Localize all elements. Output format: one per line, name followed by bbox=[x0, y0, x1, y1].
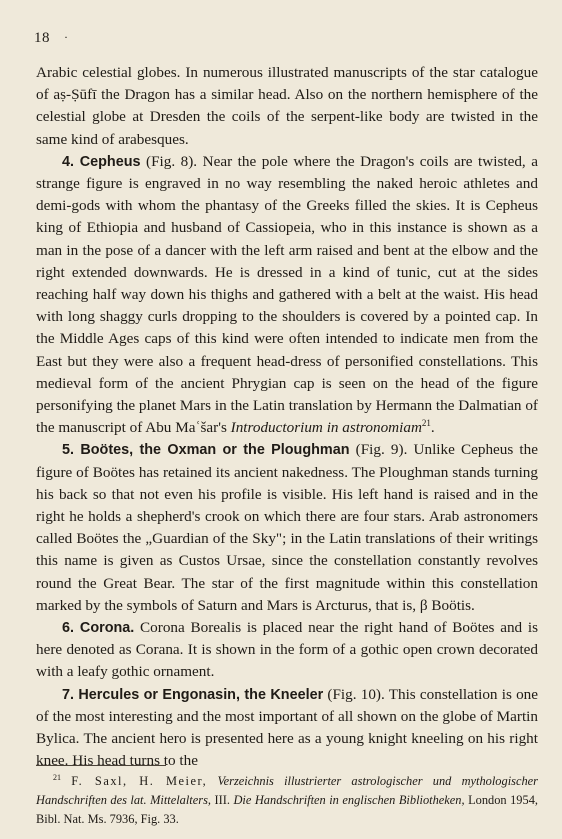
footnote-ref-21: 21 bbox=[421, 418, 431, 429]
cepheus-italic-title: Introductorium in astronomiam bbox=[230, 419, 422, 437]
footnote-title: Verzeichnis illustrierter astrologischer und mythologischer Handschriften des lat. Mittelalters, bbox=[36, 774, 538, 807]
footnote-rule bbox=[36, 765, 166, 766]
paragraph-corona bbox=[36, 617, 538, 684]
body-text bbox=[36, 62, 538, 773]
heading-cepheus: 4. Cepheus bbox=[62, 153, 141, 170]
paragraph-hercules bbox=[36, 684, 538, 773]
cepheus-end: . bbox=[430, 419, 435, 437]
paragraph-bootes bbox=[36, 439, 538, 617]
hercules-text: (Fig. 10). This constellation is one of the most interesting and the most important of all shown on the globe of Martin Bylica. The ancient hero is presented here as a young knight kneeling on his right knee. His head turns to the bbox=[36, 685, 538, 770]
bootes-text: (Fig. 9). Unlike Cepheus the figure of Boötes has retained its ancient nakedness. The Ploughman stands turning his back so that not even his profile is visible. His left hand is raised and in the right he holds a shepherd's crook on which there are four stars. Arab astronomers called Boötes the „Guardian of the Sky"; in the Latin translations of their writings this name is given as Custos Ursae, since the constellation constantly revolves round the Great Bear. The star of the first magnitude within this constellation marked by the symbols of Saturn and Mars is Arcturus, that is, β Boötis. bbox=[36, 441, 538, 614]
page-number: 18 bbox=[34, 30, 50, 46]
footnote-subtitle: Die Handschriften in englischen Bibliotheken, bbox=[233, 793, 465, 807]
paragraph-dragon-continued: Arabic celestial globes. In numerous illustrated manuscripts of the star catalogue of aṣ-Ṣūfī the Dragon has a similar head. Also on the northern hemisphere of the celestial globe at Dresden the coils of the serpent-like body are twisted in the same kind of arabesques. bbox=[36, 64, 538, 148]
heading-hercules: 7. Hercules or Engonasin, the Kneeler bbox=[62, 686, 324, 703]
footnote-rest: London 1954, Bibl. Nat. Ms. 7936, Fig. 33. bbox=[36, 793, 538, 826]
footnote bbox=[36, 772, 538, 829]
footnote-number: 21 bbox=[53, 773, 61, 782]
heading-corona: 6. Corona. bbox=[62, 620, 135, 637]
footnote-authors: F. Saxl, H. Meier, bbox=[71, 774, 208, 788]
footnote-volume: III. bbox=[211, 793, 234, 807]
corona-text: Corona Borealis is placed near the right hand of Boötes and is here denoted as Corana. It is shown in the form of a gothic open crown decorated with a leafy gothic ornament. bbox=[36, 619, 538, 681]
cepheus-text: (Fig. 8). Near the pole where the Dragon's coils are twisted, a strange figure is engraved in no way resembling the naked heroic athletes and demi-gods with whom the phantasy of the Greeks filled the skies. It is Cepheus king of Ethiopia and husband of Cassiopeia, who in this instance is shown as a man in the pose of a dancer with the left arm raised and bent at the elbow and the right extended downwards. He is dressed in a kind of tunic, cut at the sides reaching half way down his thighs and gathered with a belt at the waist. His head with long shaggy curls dropping to the shoulders is covered by a pointed cap. In the Middle Ages caps of this kind were often intended to indicate men from the East but they were also a frequent head-dress of personified constellations. This medieval form of the ancient Phrygian cap is seen on the head of the figure personifying the planet Mars in the Latin translation by Hermann the Dalmatian of the manuscript of Abu Maʿšar's bbox=[36, 152, 538, 437]
paragraph-cepheus bbox=[36, 151, 538, 440]
page-mark: · bbox=[64, 30, 68, 44]
heading-bootes: 5. Boötes, the Oxman or the Ploughman bbox=[62, 442, 350, 459]
